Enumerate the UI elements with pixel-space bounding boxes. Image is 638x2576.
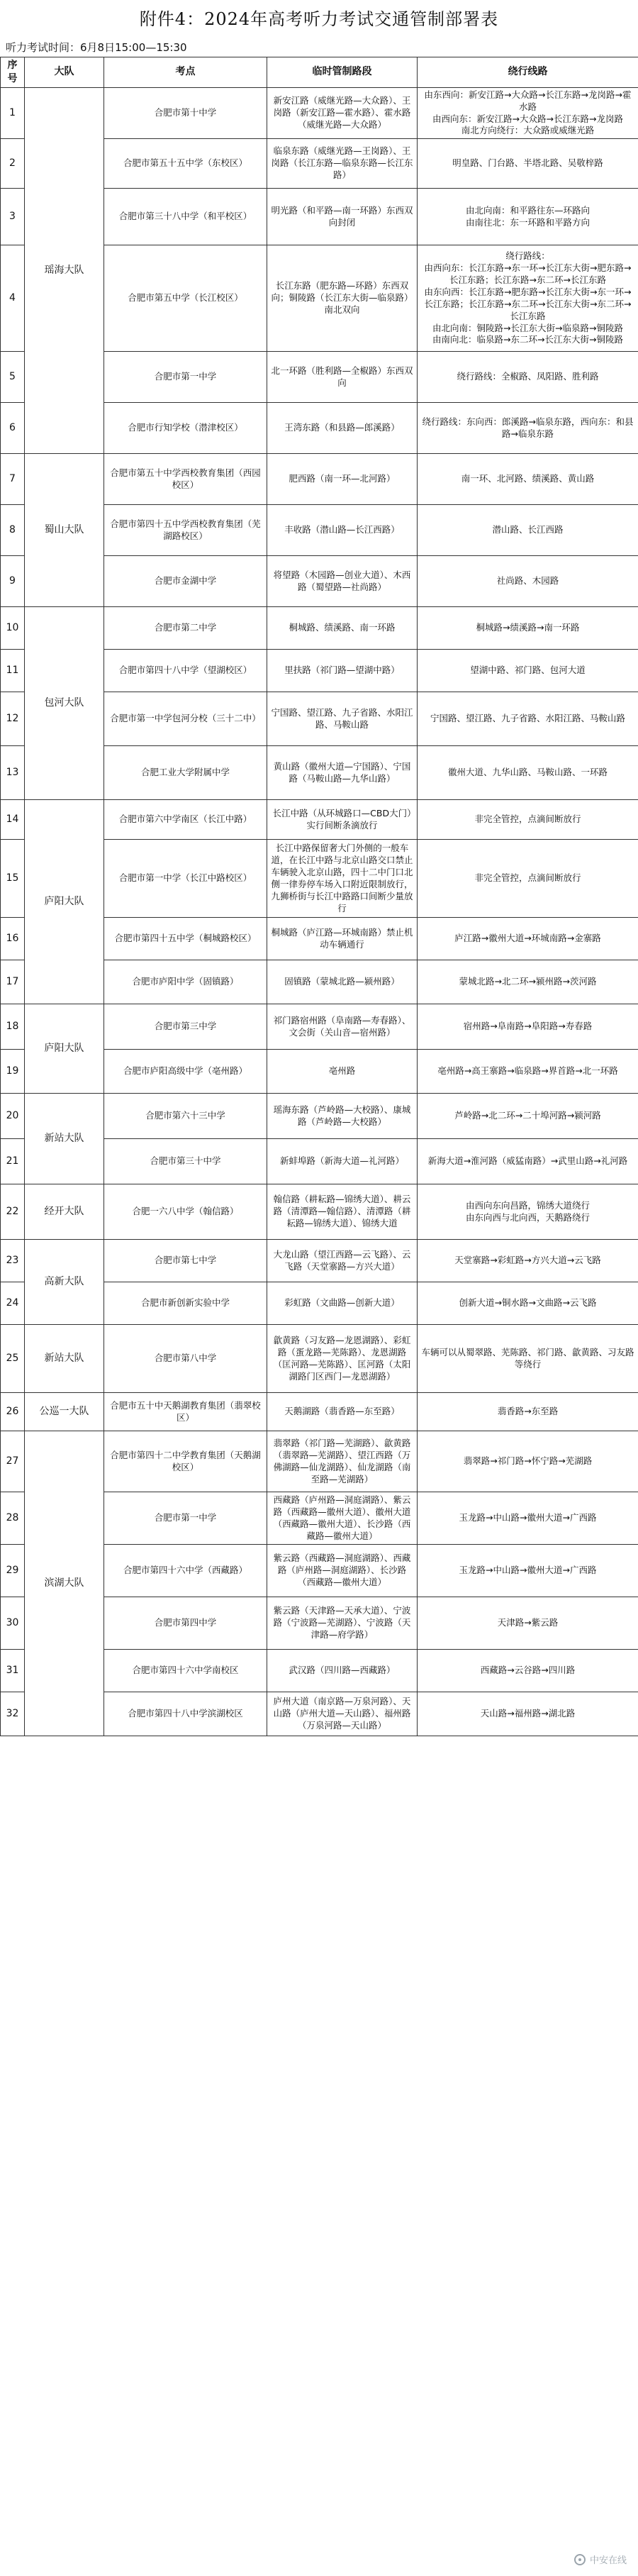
detour-route-cell: 蒙城北路→北二环→颍州路→茨河路 bbox=[418, 960, 638, 1004]
row-number: 27 bbox=[1, 1431, 25, 1492]
exam-site-cell: 合肥市第四十二中学教育集团（天鹅湖校区） bbox=[104, 1431, 267, 1492]
document-title: 附件4：2024年高考听力考试交通管制部署表 bbox=[139, 9, 499, 29]
exam-site-cell: 合肥市第二中学 bbox=[104, 607, 267, 650]
row-number: 6 bbox=[1, 403, 25, 454]
exam-site-cell: 合肥市第八中学 bbox=[104, 1325, 267, 1393]
table-row bbox=[1, 1431, 638, 1492]
detour-route-cell: 非完全管控，点滴间断放行 bbox=[418, 800, 638, 840]
row-number: 23 bbox=[1, 1240, 25, 1282]
brigade-cell: 新站大队 bbox=[25, 1094, 104, 1184]
exam-site-cell: 合肥市第三中学 bbox=[104, 1004, 267, 1050]
controlled-road-cell: 王湾东路（和县路—郎溪路） bbox=[267, 403, 418, 454]
row-number: 19 bbox=[1, 1050, 25, 1094]
exam-site-cell: 合肥市第四十五中学（桐城路校区） bbox=[104, 918, 267, 960]
detour-route-cell: 创新大道→铜水路→文曲路→云飞路 bbox=[418, 1282, 638, 1325]
detour-route-cell: 天堂寨路→彩虹路→方兴大道→云飞路 bbox=[418, 1240, 638, 1282]
brigade-cell: 新站大队 bbox=[25, 1325, 104, 1393]
exam-site-cell: 合肥市第一中学包河分校（三十二中） bbox=[104, 692, 267, 746]
controlled-road-cell: 肥西路（南一环—北河路） bbox=[267, 454, 418, 505]
detour-route-cell: 芦岭路→北二环→二十埠河路→颍河路 bbox=[418, 1094, 638, 1139]
exam-site-cell: 合肥市第四十六中学（西藏路） bbox=[104, 1545, 267, 1597]
controlled-road-cell: 翰信路（耕耘路—锦绣大道）、耕云路（清潭路—翰信路）、清潭路（耕耘路—锦绣大道）、锦绣大道 bbox=[267, 1184, 418, 1240]
table-row bbox=[1, 87, 638, 139]
row-number: 5 bbox=[1, 352, 25, 403]
controlled-road-cell: 庐州大道（南京路—万泉河路）、天山路（庐州大道—天山路）、福州路（万泉河路—天山路） bbox=[267, 1692, 418, 1736]
row-number: 24 bbox=[1, 1282, 25, 1325]
detour-route-cell: 翡翠路→祁门路→怀宁路→芜湖路 bbox=[418, 1431, 638, 1492]
exam-site-cell: 合肥市行知学校（潜津校区） bbox=[104, 403, 267, 454]
detour-route-cell: 翡香路→东至路 bbox=[418, 1393, 638, 1431]
exam-site-cell: 合肥工业大学附属中学 bbox=[104, 746, 267, 800]
row-number: 28 bbox=[1, 1492, 25, 1545]
detour-route-cell: 玉龙路→中山路→徽州大道→广西路 bbox=[418, 1545, 638, 1597]
exam-site-cell: 合肥市第三十中学 bbox=[104, 1139, 267, 1184]
row-number: 21 bbox=[1, 1139, 25, 1184]
controlled-road-cell: 新蚌埠路（新海大道—礼河路） bbox=[267, 1139, 418, 1184]
header-brigade: 大队 bbox=[25, 57, 104, 88]
detour-route-cell: 新海大道→淮河路（威猛南路）→武里山路→礼河路 bbox=[418, 1139, 638, 1184]
detour-route-cell: 绕行路线：全椒路、凤阳路、胜利路 bbox=[418, 352, 638, 403]
controlled-road-cell: 大龙山路（望江西路—云飞路）、云飞路（天堂寨路—方兴大道） bbox=[267, 1240, 418, 1282]
controlled-road-cell: 固镇路（蒙城北路—颍州路） bbox=[267, 960, 418, 1004]
detour-route-cell: 桐城路→绩溪路→南一环路 bbox=[418, 607, 638, 650]
detour-route-cell: 西藏路→云谷路→四川路 bbox=[418, 1650, 638, 1692]
header-detour: 绕行线路 bbox=[418, 57, 638, 88]
row-number: 31 bbox=[1, 1650, 25, 1692]
controlled-road-cell: 歙黄路（习友路—龙恩湖路）、彩虹路（蛋龙路—芜陈路）、龙恩湖路（匡河路—芜陈路）、匡河路（太阳湖路门区西门—龙恩湖路） bbox=[267, 1325, 418, 1393]
brigade-cell: 滨湖大队 bbox=[25, 1431, 104, 1736]
row-number: 26 bbox=[1, 1393, 25, 1431]
row-number: 4 bbox=[1, 245, 25, 352]
controlled-road-cell: 瑶海东路（芦岭路—大校路）、康城路（芦岭路—大校路） bbox=[267, 1094, 418, 1139]
controlled-road-cell: 临泉东路（威继光路—王岗路）、王岗路（长江东路—临泉东路—长江东路） bbox=[267, 139, 418, 189]
detour-route-cell: 玉龙路→中山路→徽州大道→广西路 bbox=[418, 1492, 638, 1545]
traffic-control-table bbox=[0, 57, 638, 1736]
detour-route-cell: 明皇路、门台路、半塔北路、吴敬梓路 bbox=[418, 139, 638, 189]
detour-route-cell: 徽州大道、九华山路、马鞍山路、一环路 bbox=[418, 746, 638, 800]
row-number: 14 bbox=[1, 800, 25, 840]
row-number: 10 bbox=[1, 607, 25, 650]
controlled-road-cell: 北一环路（胜利路—全椒路）东西双向 bbox=[267, 352, 418, 403]
controlled-road-cell: 武汉路（四川路—西藏路） bbox=[267, 1650, 418, 1692]
row-number: 15 bbox=[1, 840, 25, 918]
exam-site-cell: 合肥市第五十中学西校教育集团（西园校区） bbox=[104, 454, 267, 505]
detour-route-cell: 由东西向：新安江路→大众路→长江东路→龙岗路→霍水路 由西向东：新安江路→大众路→长江东路→龙岗路 南北方向绕行：大众路或威继光路 bbox=[418, 87, 638, 139]
exam-site-cell: 合肥市第一中学（长江中路校区） bbox=[104, 840, 267, 918]
table-row bbox=[1, 800, 638, 840]
row-number: 22 bbox=[1, 1184, 25, 1240]
row-number: 9 bbox=[1, 556, 25, 607]
detour-route-cell: 庐江路→徽州大道→环城南路→金寨路 bbox=[418, 918, 638, 960]
row-number: 29 bbox=[1, 1545, 25, 1597]
row-number: 12 bbox=[1, 692, 25, 746]
row-number: 25 bbox=[1, 1325, 25, 1393]
controlled-road-cell: 黄山路（徽州大道—宁国路）、宁国路（马鞍山路—九华山路） bbox=[267, 746, 418, 800]
header-no: 序号 bbox=[1, 57, 25, 88]
detour-route-cell: 宁国路、望江路、九子省路、水阳江路、马鞍山路 bbox=[418, 692, 638, 746]
exam-site-cell: 合肥市五十中天鹅湖教育集团（翡翠校区） bbox=[104, 1393, 267, 1431]
controlled-road-cell: 桐城路、绩溪路、南一环路 bbox=[267, 607, 418, 650]
exam-site-cell: 合肥市第一中学 bbox=[104, 1492, 267, 1545]
detour-route-cell: 非完全管控，点滴间断放行 bbox=[418, 840, 638, 918]
table-row bbox=[1, 1184, 638, 1240]
detour-route-cell: 绕行路线： 由西向东：长江东路→东一环→长江东大街→肥东路→长江东路；长江东路→东二环→长江东路 由东向西：长江东路→肥东路→长江东大街→东一环→长江东路；长江东路→东二环→长江东大街→东二环→长江东路 由北向南：铜陵路→长江东大街→临泉路→铜陵路 由南向北：临泉路→东二环→长江东大街→铜陵路 bbox=[418, 245, 638, 352]
exam-site-cell: 合肥一六八中学（翰信路） bbox=[104, 1184, 267, 1240]
row-number: 2 bbox=[1, 139, 25, 189]
brigade-cell: 庐阳大队 bbox=[25, 800, 104, 1004]
row-number: 32 bbox=[1, 1692, 25, 1736]
controlled-road-cell: 长江中路保留奢大门外侧的一般车道，在长江中路与北京山路交口禁止车辆驶入北京山路，四十二中门口北侧一律券停车场入口附近限制放行，九狮桥街与长江中路路口间断少量放行 bbox=[267, 840, 418, 918]
row-number: 7 bbox=[1, 454, 25, 505]
brigade-cell: 公巡一大队 bbox=[25, 1393, 104, 1431]
exam-site-cell: 合肥市第五中学（长江校区） bbox=[104, 245, 267, 352]
controlled-road-cell: 彩虹路（文曲路—创新大道） bbox=[267, 1282, 418, 1325]
controlled-road-cell: 紫云路（西藏路—洞庭湖路）、西藏路（庐州路—洞庭湖路）、长沙路（西藏路—徽州大道） bbox=[267, 1545, 418, 1597]
exam-site-cell: 合肥市第四十五中学西校教育集团（芜湖路校区） bbox=[104, 505, 267, 556]
table-row bbox=[1, 1004, 638, 1050]
table-row bbox=[1, 1240, 638, 1282]
row-number: 20 bbox=[1, 1094, 25, 1139]
row-number: 8 bbox=[1, 505, 25, 556]
detour-route-cell: 望湖中路、祁门路、包河大道 bbox=[418, 650, 638, 692]
brigade-cell: 高新大队 bbox=[25, 1240, 104, 1325]
row-number: 13 bbox=[1, 746, 25, 800]
header-school: 考点 bbox=[104, 57, 267, 88]
controlled-road-cell: 将望路（木园路—创业大道）、木西路（蜀望路—社尚路） bbox=[267, 556, 418, 607]
exam-time-note: 听力考试时间：6月8日15:00—15:30 bbox=[6, 41, 187, 54]
detour-route-cell: 绕行路线：东向西：郎溪路→临泉东路，西向东：和县路→临泉东路 bbox=[418, 403, 638, 454]
row-number: 18 bbox=[1, 1004, 25, 1050]
brigade-cell: 庐阳大队 bbox=[25, 1004, 104, 1094]
exam-site-cell: 合肥市第一中学 bbox=[104, 352, 267, 403]
detour-route-cell: 南一环、北河路、绩溪路、黄山路 bbox=[418, 454, 638, 505]
table-row bbox=[1, 1325, 638, 1393]
table-row bbox=[1, 1094, 638, 1139]
row-number: 30 bbox=[1, 1597, 25, 1650]
watermark-text: 中安在线 bbox=[589, 2555, 627, 2566]
controlled-road-cell: 翡翠路（祁门路—芜湖路）、歙黄路（翡翠路—芜湖路）、望江西路（万佛湖路—仙龙湖路）、仙龙湖路（南至路—芜湖路） bbox=[267, 1431, 418, 1492]
table-row bbox=[1, 607, 638, 650]
exam-site-cell: 合肥市第四十八中学滨湖校区 bbox=[104, 1692, 267, 1736]
exam-site-cell: 合肥市庐阳高级中学（亳州路） bbox=[104, 1050, 267, 1094]
controlled-road-cell: 长江东路（肥东路—环路）东西双向；铜陵路（长江东大街—临泉路）南北双向 bbox=[267, 245, 418, 352]
exam-site-cell: 合肥市新创新实验中学 bbox=[104, 1282, 267, 1325]
controlled-road-cell: 丰收路（潜山路—长江西路） bbox=[267, 505, 418, 556]
header-road: 临时管制路段 bbox=[267, 57, 418, 88]
controlled-road-cell: 明光路（和平路—南一环路）东西双向封闭 bbox=[267, 189, 418, 245]
detour-route-cell: 由北向南：和平路往东—环路向 由南往北：东一环路和平路方向 bbox=[418, 189, 638, 245]
exam-site-cell: 合肥市第四中学 bbox=[104, 1597, 267, 1650]
watermark bbox=[574, 2553, 627, 2566]
exam-site-cell: 合肥市第四十六中学南校区 bbox=[104, 1650, 267, 1692]
watermark-logo-icon bbox=[574, 2554, 586, 2565]
row-number: 11 bbox=[1, 650, 25, 692]
exam-site-cell: 合肥市第四十八中学（望湖校区） bbox=[104, 650, 267, 692]
row-number: 3 bbox=[1, 189, 25, 245]
detour-route-cell: 宿州路→阜南路→阜阳路→寿春路 bbox=[418, 1004, 638, 1050]
controlled-road-cell: 宁国路、望江路、九子省路、水阳江路、马鞍山路 bbox=[267, 692, 418, 746]
controlled-road-cell: 紫云路（天津路—天承大道）、宁波路（宁波路—芜湖路）、宁波路（天津路—府学路） bbox=[267, 1597, 418, 1650]
brigade-cell: 经开大队 bbox=[25, 1184, 104, 1240]
exam-site-cell: 合肥市金湖中学 bbox=[104, 556, 267, 607]
row-number: 1 bbox=[1, 87, 25, 139]
exam-site-cell: 合肥市第七中学 bbox=[104, 1240, 267, 1282]
controlled-road-cell: 西藏路（庐州路—洞庭湖路）、紫云路（西藏路—徽州大道）、徽州大道（西藏路—徽州大道）、长沙路（西藏路—徽州大道） bbox=[267, 1492, 418, 1545]
controlled-road-cell: 祁门路宿州路（阜南路—寿春路）、文会街（关山音—宿州路） bbox=[267, 1004, 418, 1050]
controlled-road-cell: 长江中路（从环城路口—CBD大门）实行间断条滴放行 bbox=[267, 800, 418, 840]
table-row bbox=[1, 454, 638, 505]
detour-route-cell: 由西向东向昌路，锦绣大道绕行 由东向西与北向西，天鹅路绕行 bbox=[418, 1184, 638, 1240]
table-header-row bbox=[1, 57, 638, 88]
controlled-road-cell: 新安江路（威继光路—大众路）、王岗路（新安江路—霍水路）、霍水路（威继光路—大众路） bbox=[267, 87, 418, 139]
detour-route-cell: 潜山路、长江西路 bbox=[418, 505, 638, 556]
detour-route-cell: 天津路→紫云路 bbox=[418, 1597, 638, 1650]
detour-route-cell: 车辆可以从蜀翠路、芜陈路、祁门路、歙黄路、习友路等绕行 bbox=[418, 1325, 638, 1393]
detour-route-cell: 亳州路→高王寨路→临泉路→界首路→北一环路 bbox=[418, 1050, 638, 1094]
controlled-road-cell: 天鹅湖路（翡香路—东至路） bbox=[267, 1393, 418, 1431]
exam-site-cell: 合肥市庐阳中学（固镇路） bbox=[104, 960, 267, 1004]
exam-site-cell: 合肥市第十中学 bbox=[104, 87, 267, 139]
detour-route-cell: 社尚路、木园路 bbox=[418, 556, 638, 607]
exam-site-cell: 合肥市第六十三中学 bbox=[104, 1094, 267, 1139]
row-number: 16 bbox=[1, 918, 25, 960]
exam-site-cell: 合肥市第五十五中学（东校区） bbox=[104, 139, 267, 189]
brigade-cell: 蜀山大队 bbox=[25, 454, 104, 607]
detour-route-cell: 天山路→福州路→湖北路 bbox=[418, 1692, 638, 1736]
controlled-road-cell: 桐城路（庐江路—环城南路）禁止机动车辆通行 bbox=[267, 918, 418, 960]
brigade-cell: 包河大队 bbox=[25, 607, 104, 800]
brigade-cell: 瑶海大队 bbox=[25, 87, 104, 454]
controlled-road-cell: 亳州路 bbox=[267, 1050, 418, 1094]
exam-site-cell: 合肥市第三十八中学（和平校区） bbox=[104, 189, 267, 245]
table-row bbox=[1, 1393, 638, 1431]
row-number: 17 bbox=[1, 960, 25, 1004]
exam-site-cell: 合肥市第六中学南区（长江中路） bbox=[104, 800, 267, 840]
controlled-road-cell: 里扶路（祁门路—望湖中路） bbox=[267, 650, 418, 692]
